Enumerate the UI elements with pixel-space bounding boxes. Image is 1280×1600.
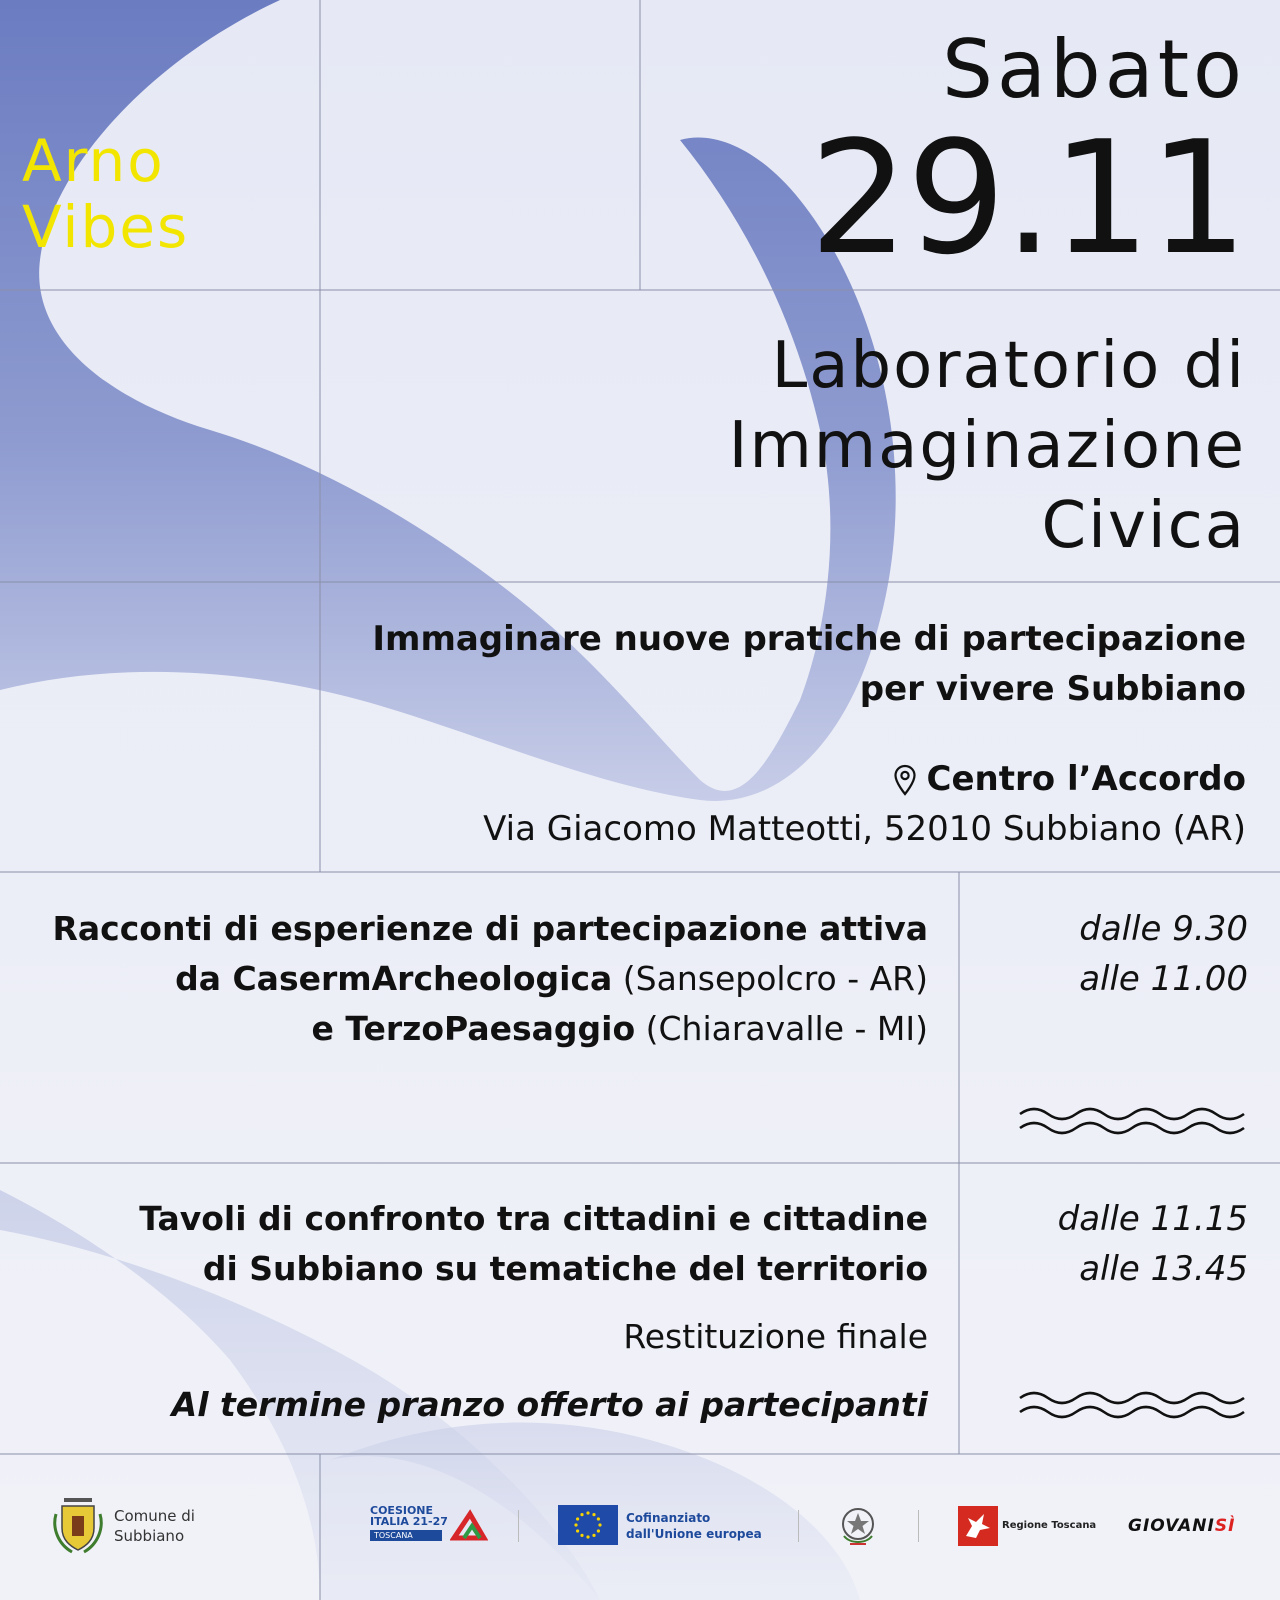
eu-line-2: dall'Unione europea bbox=[626, 1527, 762, 1541]
subtitle-line-2: per vivere Subbiano bbox=[859, 669, 1246, 709]
giovanisi-logo bbox=[1128, 1516, 1235, 1536]
program-2-line-4: Al termine pranzo offerto ai partecipanti bbox=[171, 1385, 928, 1424]
brand-line-1: Arno bbox=[22, 127, 165, 195]
event-title bbox=[729, 326, 1246, 566]
program-1-time-from: dalle 9.30 bbox=[1079, 909, 1248, 949]
coesione-logo bbox=[370, 1504, 488, 1542]
event-date: 29.11 bbox=[809, 107, 1246, 289]
footer-divider bbox=[518, 1510, 519, 1542]
title-line-3: Civica bbox=[1041, 489, 1246, 563]
coesione-line-2: ITALIA 21-27 bbox=[370, 1515, 448, 1528]
comune-line-2: Subbiano bbox=[114, 1527, 185, 1545]
program-1-line-3 bbox=[53, 1004, 929, 1054]
giovani-text: GIOVANI bbox=[1128, 1516, 1215, 1536]
eu-line-1: Cofinanziato bbox=[626, 1511, 711, 1525]
title-line-2: Immaginazione bbox=[728, 409, 1246, 483]
program-1-line-2 bbox=[53, 954, 929, 1004]
footer-divider bbox=[798, 1510, 799, 1542]
wave-icon bbox=[1018, 1102, 1248, 1142]
program-1-time bbox=[1079, 904, 1248, 1004]
italian-republic-emblem-icon bbox=[838, 1504, 878, 1548]
regione-toscana-pegasus-icon bbox=[958, 1506, 998, 1546]
footer-divider bbox=[918, 1510, 919, 1542]
program-1-time-to: alle 11.00 bbox=[1079, 959, 1248, 999]
regione-toscana-label: Regione Toscana bbox=[1002, 1520, 1097, 1531]
brand-logo-text bbox=[22, 128, 189, 260]
program-1-line-1: Racconti di esperienze di partecipazione attiva bbox=[52, 909, 928, 948]
program-2-line-1: Tavoli di confronto tra cittadini e cittadine bbox=[139, 1199, 928, 1238]
eu-flag-icon bbox=[558, 1505, 618, 1545]
eu-label bbox=[626, 1510, 762, 1542]
coesione-arrow-icon bbox=[450, 1504, 488, 1542]
venue-name bbox=[893, 754, 1246, 804]
title-line-1: Laboratorio di bbox=[771, 329, 1246, 403]
program-1-org-1: da CasermArcheologica bbox=[175, 959, 613, 998]
giovani-si-text: SÌ bbox=[1214, 1516, 1236, 1536]
comune-crest-icon bbox=[52, 1494, 104, 1558]
event-subtitle bbox=[372, 614, 1246, 714]
program-2-time bbox=[1058, 1194, 1248, 1294]
program-1-place-1: (Sansepolcro - AR) bbox=[612, 959, 928, 998]
comune-line-1: Comune di bbox=[114, 1507, 195, 1525]
program-2-line-3: Restituzione finale bbox=[623, 1317, 928, 1356]
program-item-1 bbox=[53, 904, 929, 1054]
program-2-time-to: alle 13.45 bbox=[1079, 1249, 1248, 1289]
program-1-org-2: e TerzoPaesaggio bbox=[311, 1009, 636, 1048]
venue-address: Via Giacomo Matteotti, 52010 Subbiano (AR) bbox=[483, 809, 1246, 849]
brand-line-2: Vibes bbox=[22, 193, 190, 261]
program-2-time-from: dalle 11.15 bbox=[1057, 1199, 1248, 1239]
wave-icon bbox=[1018, 1386, 1248, 1426]
location-pin-icon bbox=[893, 764, 917, 796]
comune-label bbox=[114, 1506, 195, 1546]
coesione-line-1: COESIONE bbox=[370, 1504, 434, 1517]
coesione-region: TOSCANA bbox=[370, 1530, 442, 1541]
program-2-line-2: di Subbiano su tematiche del territorio bbox=[202, 1249, 928, 1288]
subtitle-line-1: Immaginare nuove pratiche di partecipazione bbox=[372, 619, 1246, 659]
venue-name-text: Centro l’Accordo bbox=[926, 759, 1246, 799]
program-1-place-2: (Chiaravalle - MI) bbox=[635, 1009, 928, 1048]
event-day: Sabato bbox=[942, 23, 1246, 116]
program-item-2 bbox=[139, 1194, 928, 1294]
